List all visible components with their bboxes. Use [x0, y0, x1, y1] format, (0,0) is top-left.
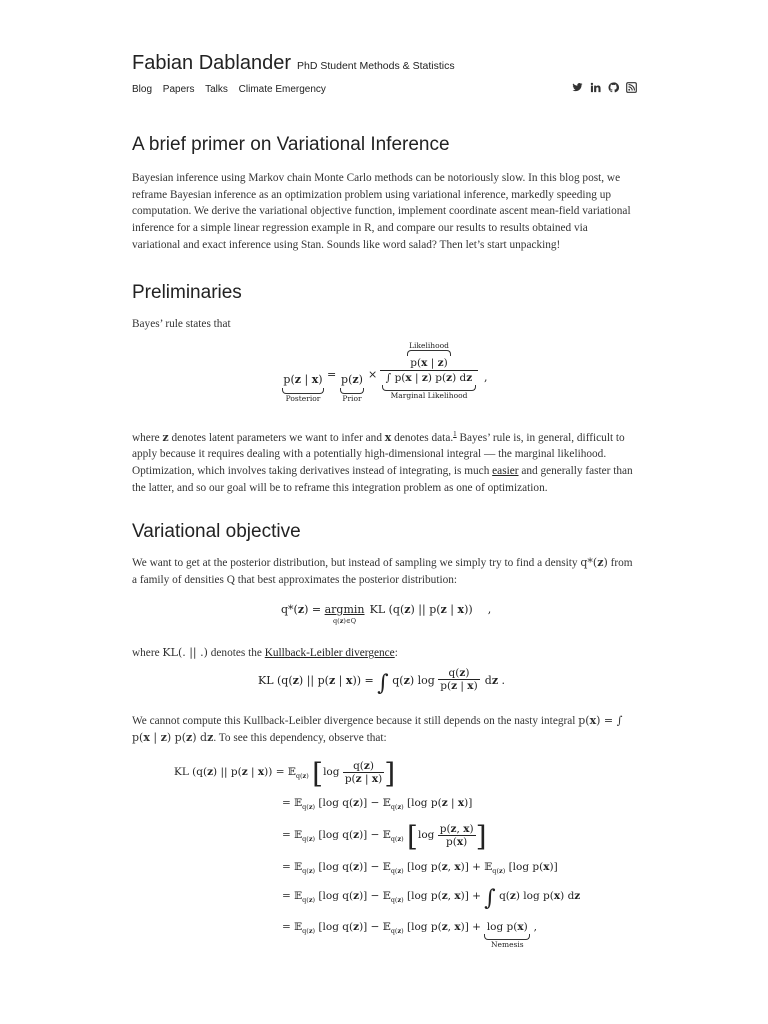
- text: where: [132, 647, 163, 659]
- text: denotes data.: [391, 431, 454, 444]
- math-z: z: [162, 430, 169, 444]
- github-icon[interactable]: [608, 82, 619, 93]
- text: denotes the: [207, 647, 265, 659]
- nav-blog[interactable]: Blog: [132, 84, 153, 95]
- social-links: [568, 82, 634, 96]
- derivation-line-6: = 𝔼$_{q(z)}$ [log q(z)] − 𝔼$_{q(z)}$ [log p(z, x)] + log p(x) Nemesis ,: [282, 921, 537, 949]
- label-prior: Prior: [342, 394, 362, 403]
- derivation-line-2: = 𝔼$_{q(z)}$ [log q(z)] − 𝔼$_{q(z)}$ [log p(z | x)]: [282, 797, 473, 811]
- text: We cannot compute this Kullback-Leibler divergence because it still depends on the nasty integral: [132, 715, 579, 727]
- derivation-line-4: = 𝔼$_{q(z)}$ [log q(z)] − 𝔼$_{q(z)}$ [log p(z, x)] + 𝔼$_{q(z)}$ [log p(x)]: [282, 861, 558, 875]
- nav-climate-emergency[interactable]: Climate Emergency: [238, 84, 326, 95]
- text: and generally faster than the latter, and so our goal will be to reframe this integration problem as one of optimization.: [132, 465, 633, 494]
- variational-paragraph-2: [132, 645, 634, 662]
- main-nav: [132, 84, 334, 95]
- section-heading-preliminaries: Preliminaries: [132, 282, 242, 303]
- variational-paragraph-3: [132, 713, 634, 746]
- nav-papers[interactable]: Papers: [162, 84, 195, 95]
- kullback-leibler-link[interactable]: Kullback-Leibler divergence: [264, 647, 395, 659]
- label-likelihood: Likelihood: [409, 341, 449, 350]
- bayes-rule-intro: Bayes’ rule states that: [132, 318, 231, 330]
- math-kl: KL(. || .): [162, 646, 208, 659]
- rss-icon[interactable]: [626, 82, 637, 93]
- text: denotes latent parameters we want to infer and: [168, 431, 385, 444]
- text: . To see this dependency, observe that:: [213, 731, 387, 744]
- variational-paragraph-1: [132, 555, 634, 588]
- bayes-rule-equation: p(z | x) Posterior = p(z) Prior × Likelihood p(x | z) ∫ p(x | z) p(z) dz Marginal Likelihood ,: [283, 341, 488, 403]
- easier-link[interactable]: easier: [492, 465, 519, 478]
- preliminaries-paragraph: [132, 426, 634, 497]
- post-title: A brief primer on Variational Inference: [132, 134, 450, 155]
- math-q-star: q*(z): [580, 556, 608, 569]
- label-posterior: Posterior: [285, 394, 321, 403]
- twitter-icon[interactable]: [572, 82, 583, 93]
- label-marginal-likelihood: Marginal Likelihood: [390, 391, 468, 400]
- text: Bayes’ rule is, in general, difficult to apply because it requires dealing with a potentially high-dimensional integral — the marginal likelihood. Optimization, which involves taking derivatives instead of integrating, is much: [132, 431, 625, 478]
- nav-talks[interactable]: Talks: [205, 84, 228, 95]
- derivation-line-3: = 𝔼$_{q(z)}$ [log q(z)] − 𝔼$_{q(z)}$ [log $\frac{p(z, x)}{p(x)}$ ]: [282, 820, 487, 853]
- text: where: [132, 431, 163, 444]
- site-name[interactable]: Fabian Dablander: [132, 52, 291, 74]
- section-heading-variational-objective: Variational objective: [132, 521, 301, 542]
- text: :: [394, 647, 398, 659]
- label-nemesis: Nemesis: [490, 940, 524, 949]
- linkedin-icon[interactable]: [590, 82, 601, 93]
- site-header: [132, 52, 455, 75]
- kl-definition-equation: KL (q(z) || p(z | x)) = ∫ q(z) log $\frac{q(z)}{p(z | x)}$ dz .: [258, 667, 506, 696]
- derivation-line-1: KL (q(z) || p(z | x)) = 𝔼$_{q(z)}$ [log $\frac{q(z)}{p(z | x)}$ ]: [174, 757, 396, 790]
- derivation-line-5: = 𝔼$_{q(z)}$ [log q(z)] − 𝔼$_{q(z)}$ [log p(z, x)] + ∫ q(z) log p(x) dz: [282, 886, 581, 911]
- footnote-link[interactable]: 1: [453, 430, 457, 438]
- text: from a family of densities Q that best approximates the posterior distribution:: [132, 557, 633, 586]
- text: We want to get at the posterior distribution, but instead of sampling we simply try to find a density: [132, 557, 581, 569]
- math-x: x: [384, 430, 392, 444]
- argmin-equation: q*(z) = argmin q(z)∈Q KL (q(z) || p(z | x)) ,: [281, 603, 492, 625]
- intro-paragraph: Bayesian inference using Markov chain Monte Carlo methods can be notoriously slow. In this blog post, we reframe Bayesian inference as an optimization problem using variational inference, markedly speeding up computation. We derive the variational objective function, implement coordinate ascent mean-field variational inference for a simple linear regression example in R, and compare our results to results obtained via variational and exact inference using Stan. Sounds like word salad? Then let’s start unpacking!: [132, 172, 631, 251]
- math-marginal: p(x) = ∫ p(x | z) p(z) dz: [132, 714, 623, 744]
- site-subtitle: PhD Student Methods & Statistics: [297, 60, 455, 72]
